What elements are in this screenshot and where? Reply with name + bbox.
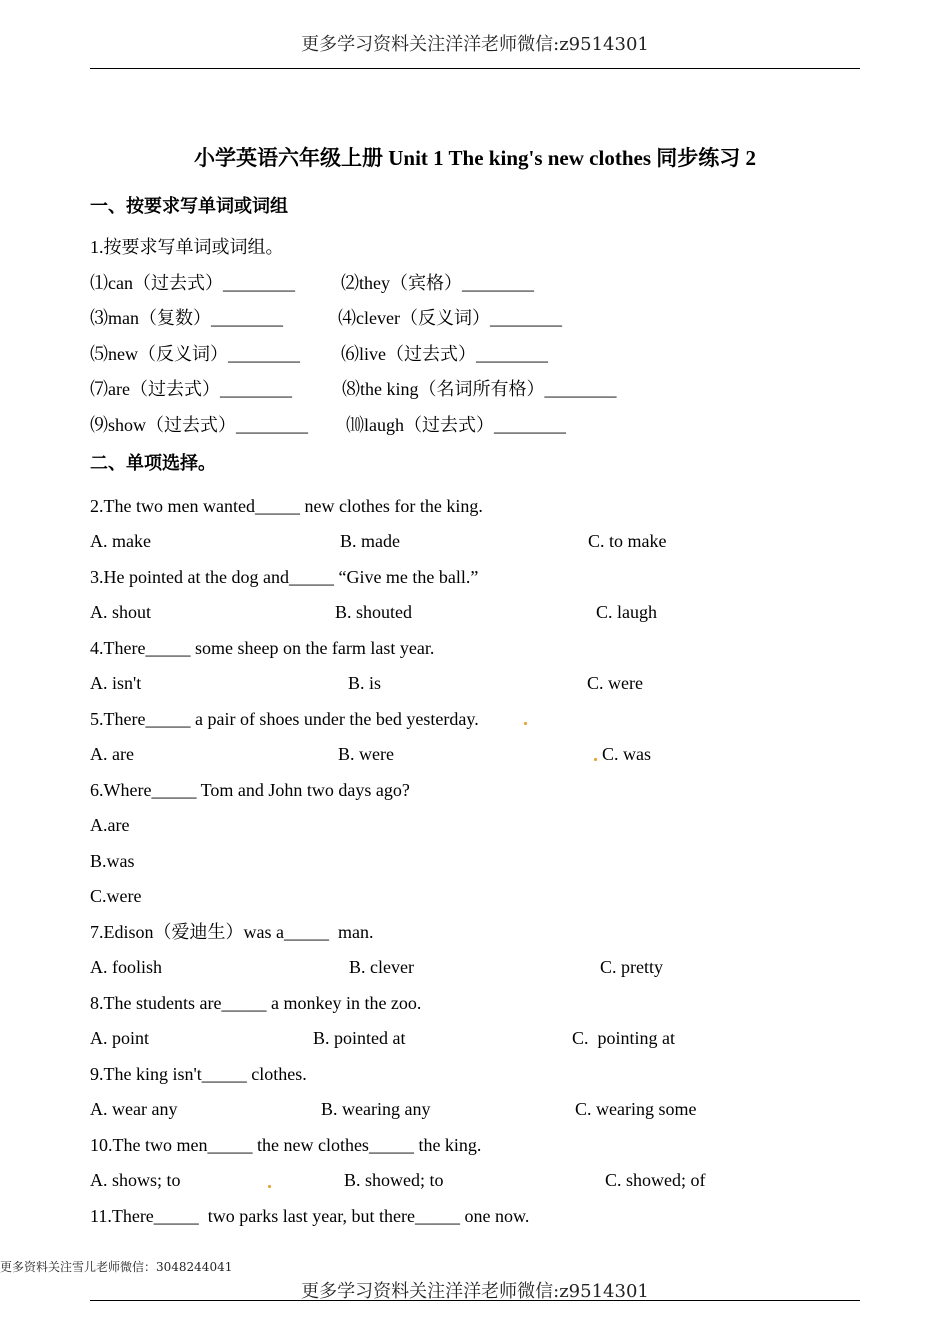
word-item-9: ⑼show（过去式）________ xyxy=(90,415,309,435)
q5-option-c: C. was xyxy=(602,744,651,764)
word-item-6: ⑹live（过去式）________ xyxy=(341,344,548,364)
q7-option-a: A. foolish xyxy=(90,957,162,977)
q2-option-c: C. to make xyxy=(588,531,667,551)
question-4: 4.There_____ some sheep on the farm last year. xyxy=(90,638,435,658)
q10-option-c: C. showed; of xyxy=(605,1170,706,1190)
word-item-10: ⑽laugh（过去式）________ xyxy=(346,415,566,435)
q9-option-a: A. wear any xyxy=(90,1099,178,1119)
q2-option-a: A. make xyxy=(90,531,151,551)
question-8: 8.The students are_____ a monkey in the zoo. xyxy=(90,993,422,1013)
side-watermark: 更多资料关注雪儿老师微信：3048244041 xyxy=(0,1260,233,1274)
q9-option-b: B. wearing any xyxy=(321,1099,431,1119)
section2-heading: 二、单项选择。 xyxy=(90,453,216,473)
decorative-dot xyxy=(594,758,597,761)
q10-option-a: A. shows; to xyxy=(90,1170,181,1190)
question-3: 3.He pointed at the dog and_____ “Give me the ball.” xyxy=(90,567,479,587)
q3-option-a: A. shout xyxy=(90,602,152,622)
page-footer: 更多学习资料关注洋洋老师微信:z9514301 xyxy=(301,1281,649,1302)
q3-option-c: C. laugh xyxy=(596,602,657,622)
q10-option-b: B. showed; to xyxy=(344,1170,444,1190)
question-10: 10.The two men_____ the new clothes_____ the king. xyxy=(90,1135,482,1155)
q8-option-b: B. pointed at xyxy=(313,1028,406,1048)
q2-option-b: B. made xyxy=(340,531,400,551)
word-item-1: ⑴can（过去式）________ xyxy=(90,273,295,293)
q5-option-b: B. were xyxy=(338,744,394,764)
question-6: 6.Where_____ Tom and John two days ago? xyxy=(90,780,410,800)
word-item-4: ⑷clever（反义词）________ xyxy=(338,308,562,328)
word-item-3: ⑶man（复数）________ xyxy=(90,308,283,328)
page-header: 更多学习资料关注洋洋老师微信:z9514301 xyxy=(301,34,649,55)
q8-option-a: A. point xyxy=(90,1028,150,1048)
q7-option-c: C. pretty xyxy=(600,957,663,977)
decorative-dot xyxy=(524,722,527,725)
footer-rule xyxy=(90,1300,860,1301)
q5-option-a: A. are xyxy=(90,744,134,764)
question-2: 2.The two men wanted_____ new clothes for the king. xyxy=(90,496,483,516)
q6-option-c: C.were xyxy=(90,886,142,906)
q9-option-c: C. wearing some xyxy=(575,1099,697,1119)
section1-heading: 一、按要求写单词或词组 xyxy=(90,196,288,216)
word-item-8: ⑻the king（名词所有格）________ xyxy=(342,379,617,399)
question-1: 1.按要求写单词或词组。 xyxy=(90,237,284,257)
worksheet-title: 小学英语六年级上册 Unit 1 The king's new clothes 同步练习 2 xyxy=(194,146,756,170)
q6-option-b: B.was xyxy=(90,851,135,871)
q6-option-a: A.are xyxy=(90,815,130,835)
q4-option-c: C. were xyxy=(587,673,643,693)
q7-option-b: B. clever xyxy=(349,957,414,977)
question-7: 7.Edison（爱迪生）was a_____ man. xyxy=(90,922,374,942)
header-rule xyxy=(90,68,860,69)
question-11: 11.There_____ two parks last year, but there_____ one now. xyxy=(90,1206,530,1226)
question-5: 5.There_____ a pair of shoes under the bed yesterday. xyxy=(90,709,479,729)
decorative-dot xyxy=(268,1185,271,1188)
q4-option-b: B. is xyxy=(348,673,382,693)
word-item-5: ⑸new（反义词）________ xyxy=(90,344,300,364)
q8-option-c: C. pointing at xyxy=(572,1028,675,1048)
word-item-7: ⑺are（过去式）________ xyxy=(90,379,292,399)
question-9: 9.The king isn't_____ clothes. xyxy=(90,1064,307,1084)
word-item-2: ⑵they（宾格）________ xyxy=(341,273,534,293)
q3-option-b: B. shouted xyxy=(335,602,413,622)
q4-option-a: A. isn't xyxy=(90,673,142,693)
